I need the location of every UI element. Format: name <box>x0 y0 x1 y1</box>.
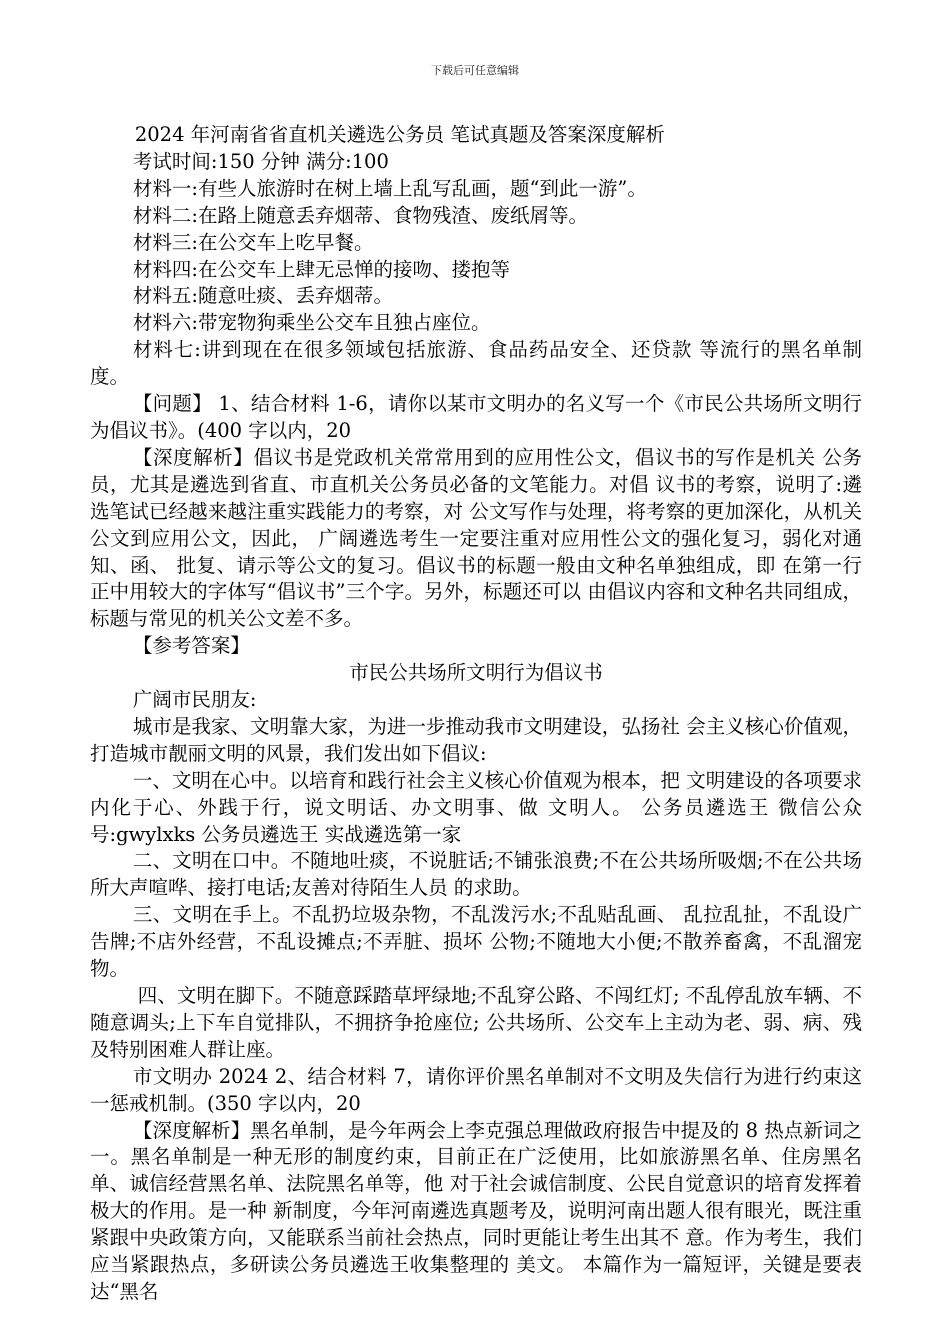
proposal-point-3: 三、文明在手上。不乱扔垃圾杂物，不乱泼污水;不乱贴乱画、 乱拉乱扯，不乱设广告牌;不店外经营，不乱设摊点;不弄脏、损坏 公物;不随地大小便;不散养畜禽，不乱溜宠物。 <box>90 903 862 981</box>
question-1: 【问题】 1、结合材料 1-6，请你以某市文明办的名义写一个《市民公共场所文明行为倡议书》。(400 字以内，20 <box>90 392 862 442</box>
reference-answer-label: 【参考答案】 <box>132 634 250 658</box>
material-2: 材料二:在路上随意丢弃烟蒂、食物残渣、废纸屑等。 <box>132 203 588 227</box>
document-title: 2024 年河南省省直机关遴选公务员 笔试真题及答案深度解析 <box>134 123 665 146</box>
material-1: 材料一:有些人旅游时在树上墙上乱写乱画，题“到此一游”。 <box>132 176 647 200</box>
material-7: 材料七:讲到现在在很多领域包括旅游、食品药品安全、还贷款 等流行的黑名单制度。 <box>90 338 862 389</box>
material-6: 材料六:带宠物狗乘坐公交车且独占座位。 <box>132 311 491 335</box>
material-4: 材料四:在公交车上肆无忌惮的接吻、搂抱等 <box>132 257 510 281</box>
proposal-point-2: 二、文明在口中。不随地吐痰，不说脏话;不铺张浪费;不在公共场所吸烟;不在公共场所大声喧哗、接打电话;友善对待陌生人员 的求助。 <box>90 849 862 900</box>
proposal-point-4: 四、文明在脚下。不随意踩踏草坪绿地;不乱穿公路、不闯红灯; 不乱停乱放车辆、不随意调头;上下车自觉排队，不拥挤争抢座位; 公共场所、公交车上主动为老、弱、病、残及特别困难人群让座。 <box>90 984 862 1061</box>
document-body <box>90 122 862 1306</box>
proposal-intro: 城市是我家、文明靠大家，为进一步推动我市文明建设，弘扬社 会主义核心价值观，打造城市靓丽文明的风景，我们发出如下倡议: <box>90 714 862 765</box>
proposal-point-1: 一、文明在心中。以培育和践行社会主义核心价值观为根本，把 文明建设的各项要求内化于心、外践于行，说文明话、办文明事、做 文明人。 公务员遴选王 微信公众号:gwylxks 公务员遴选王 实战遴选第一家 <box>90 768 862 846</box>
analysis-1: 【深度解析】倡议书是党政机关常常用到的应用性公文，倡议书的写作是机关 公务员，尤其是遴选到省直、市直机关公务员必备的文笔能力。对倡 议书的考察，说明了:遴选笔试已经越来越注重实践能力的考察，对 公文写作与处理，将考察的更加深化，从机关公文到应用公文，因此， 广阔遴选考生一定要注重对应用性公文的强化复习，弱化对通知、函、 批复、请示等公文的复习。倡议书的标题一般由文种名单独组成，即 在第一行正中用较大的字体写“倡议书”三个字。另外，标题还可以 由倡议内容和文种名共同组成，标题与常见的机关公文差不多。 <box>90 445 862 631</box>
material-5: 材料五:随意吐痰、丢弃烟蒂。 <box>132 284 393 308</box>
analysis-2: 【深度解析】黑名单制，是今年两会上李克强总理做政府报告中提及的 8 热点新词之一。黑名单制是一种无形的制度约束，目前正在广泛使用，比如旅游黑名单、住房黑名单、诚信经营黑名单、法院黑名单等，他 对于社会诚信制度、公民自觉意识的培育发挥着极大的作用。是一种 新制度，今年河南遴选真题考及，说明河南出题人很有眼光，既注重 紧跟中央政策方向，又能联系当前社会热点，同时更能让考生出其不 意。作为考生，我们应当紧跟热点，多研读公务员遴选王收集整理的 美文。 本篇作为一篇短评，关键是要表达“黑名 <box>90 1118 862 1303</box>
material-3: 材料三:在公交车上吃早餐。 <box>132 230 374 254</box>
exam-info: 考试时间:150 分钟 满分:100 <box>132 149 389 173</box>
proposal-title: 市民公共场所文明行为倡议书 <box>349 661 603 685</box>
question-2: 市文明办 2024 2、结合材料 7，请你评价黑名单制对不文明及失信行为进行约束这一惩戒机制。(350 字以内，20 <box>90 1064 862 1115</box>
salutation: 广阔市民朋友: <box>132 688 257 712</box>
page-header-note: 下载后可任意编辑 <box>431 64 519 77</box>
